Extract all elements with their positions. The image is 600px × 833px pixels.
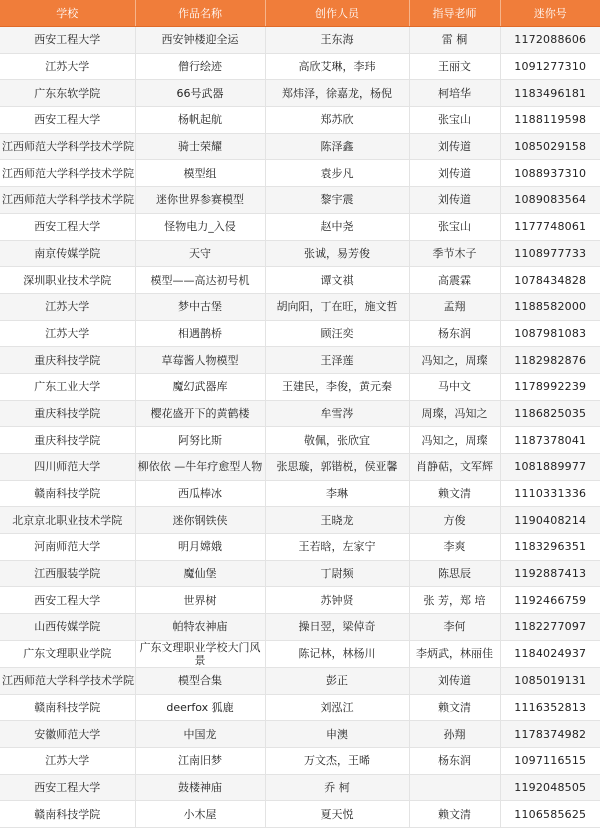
table-row — [0, 400, 600, 427]
creators-cell: 张诚，易芳俊 — [265, 240, 409, 267]
mini-id-cell: 1184024937 — [500, 640, 600, 667]
advisor-cell: 杨东润 — [409, 747, 500, 774]
table-row — [0, 614, 600, 641]
table-row — [0, 587, 600, 614]
mini-id-cell: 1178374982 — [500, 721, 600, 748]
advisor-cell: 孙翔 — [409, 721, 500, 748]
work-title-cell: 杨帆起航 — [135, 107, 265, 134]
table-row — [0, 747, 600, 774]
school-cell: 江苏大学 — [0, 747, 135, 774]
mini-id-cell: 1190408214 — [500, 507, 600, 534]
creators-cell: 乔 柯 — [265, 774, 409, 801]
table-header — [0, 0, 600, 27]
table-row — [0, 213, 600, 240]
creators-cell: 敬佩，张欣宜 — [265, 427, 409, 454]
work-title-cell: 鼓楼神庙 — [135, 774, 265, 801]
school-cell: 江西师范大学科学技术学院 — [0, 667, 135, 694]
mini-id-cell: 1187378041 — [500, 427, 600, 454]
advisor-cell: 柯培华 — [409, 80, 500, 107]
school-cell: 深圳职业技术学院 — [0, 267, 135, 294]
creators-cell: 陈泽鑫 — [265, 133, 409, 160]
work-title-cell: 模型组 — [135, 160, 265, 187]
mini-id-cell: 1087981083 — [500, 320, 600, 347]
school-cell: 西安工程大学 — [0, 774, 135, 801]
mini-id-cell: 1183296351 — [500, 534, 600, 561]
mini-id-cell: 1182982876 — [500, 347, 600, 374]
school-cell: 重庆科技学院 — [0, 347, 135, 374]
advisor-cell: 周璨，冯知之 — [409, 400, 500, 427]
advisor-cell: 赖文清 — [409, 694, 500, 721]
work-title-cell: 樱花盛开下的黄鹤楼 — [135, 400, 265, 427]
work-title-cell: 魔仙堡 — [135, 560, 265, 587]
creators-cell: 操日翌，梁倬奇 — [265, 614, 409, 641]
table-row — [0, 267, 600, 294]
work-title-cell: 帕特农神庙 — [135, 614, 265, 641]
advisor-cell: 李爽 — [409, 534, 500, 561]
table-row — [0, 373, 600, 400]
advisor-cell: 王丽文 — [409, 53, 500, 80]
table-row — [0, 640, 600, 667]
advisor-cell: 赖文清 — [409, 480, 500, 507]
school-cell: 赣南科技学院 — [0, 801, 135, 828]
mini-id-cell: 1085019131 — [500, 667, 600, 694]
mini-id-cell: 1110331336 — [500, 480, 600, 507]
advisor-cell: 马中文 — [409, 373, 500, 400]
creators-cell: 袁步凡 — [265, 160, 409, 187]
table-row — [0, 107, 600, 134]
table-body — [0, 27, 600, 828]
work-title-cell: 骑士荣耀 — [135, 133, 265, 160]
work-title-cell: 迷你世界参赛模型 — [135, 187, 265, 214]
advisor-cell: 张宝山 — [409, 213, 500, 240]
table-row — [0, 560, 600, 587]
table-row — [0, 534, 600, 561]
mini-id-cell: 1192887413 — [500, 560, 600, 587]
school-cell: 江西师范大学科学技术学院 — [0, 160, 135, 187]
mini-id-cell: 1088937310 — [500, 160, 600, 187]
advisor-cell: 刘传道 — [409, 187, 500, 214]
header-mini-id: 迷你号 — [500, 0, 600, 27]
advisor-cell: 季节木子 — [409, 240, 500, 267]
work-title-cell: 中国龙 — [135, 721, 265, 748]
school-cell: 西安工程大学 — [0, 213, 135, 240]
work-title-cell: 世界树 — [135, 587, 265, 614]
school-cell: 重庆科技学院 — [0, 427, 135, 454]
mini-id-cell: 1078434828 — [500, 267, 600, 294]
advisor-cell: 刘传道 — [409, 160, 500, 187]
creators-cell: 郑炜泽，徐嘉龙，杨倪 — [265, 80, 409, 107]
school-cell: 江苏大学 — [0, 53, 135, 80]
table-row — [0, 667, 600, 694]
creators-cell: 郑苏欣 — [265, 107, 409, 134]
advisor-cell: 赖文清 — [409, 801, 500, 828]
work-title-cell: 西瓜棒冰 — [135, 480, 265, 507]
mini-id-cell: 1188119598 — [500, 107, 600, 134]
work-title-cell: 天守 — [135, 240, 265, 267]
creators-cell: 谭文祺 — [265, 267, 409, 294]
creators-cell: 刘泓江 — [265, 694, 409, 721]
work-title-cell: 怪物电力_入侵 — [135, 213, 265, 240]
table-row — [0, 80, 600, 107]
advisor-cell: 陈思辰 — [409, 560, 500, 587]
header-school: 学校 — [0, 0, 135, 27]
mini-id-cell: 1097116515 — [500, 747, 600, 774]
header-row — [0, 0, 600, 27]
table-row — [0, 160, 600, 187]
table-row — [0, 293, 600, 320]
work-title-cell: 广东文理职业学校大门风景 — [135, 640, 265, 667]
school-cell: 四川师范大学 — [0, 454, 135, 481]
header-work-title: 作品名称 — [135, 0, 265, 27]
mini-id-cell: 1172088606 — [500, 27, 600, 54]
school-cell: 南京传媒学院 — [0, 240, 135, 267]
table-row — [0, 27, 600, 54]
creators-cell: 张思璇，郭锴棁，侯亚馨 — [265, 454, 409, 481]
school-cell: 广东文理职业学院 — [0, 640, 135, 667]
school-cell: 广东工业大学 — [0, 373, 135, 400]
advisor-cell: 李炳武，林丽佳 — [409, 640, 500, 667]
school-cell: 山西传媒学院 — [0, 614, 135, 641]
mini-id-cell: 1183496181 — [500, 80, 600, 107]
table-row — [0, 187, 600, 214]
school-cell: 赣南科技学院 — [0, 694, 135, 721]
table-row — [0, 694, 600, 721]
table-row — [0, 53, 600, 80]
creators-cell: 王泽莲 — [265, 347, 409, 374]
mini-id-cell: 1188582000 — [500, 293, 600, 320]
school-cell: 江苏大学 — [0, 320, 135, 347]
work-title-cell: 僧行绘迹 — [135, 53, 265, 80]
table-row — [0, 721, 600, 748]
advisor-cell: 李何 — [409, 614, 500, 641]
mini-id-cell: 1192048505 — [500, 774, 600, 801]
work-title-cell: 模型——高达初号机 — [135, 267, 265, 294]
school-cell: 广东东软学院 — [0, 80, 135, 107]
advisor-cell: 肖静萜，文军辉 — [409, 454, 500, 481]
mini-id-cell: 1182277097 — [500, 614, 600, 641]
mini-id-cell: 1192466759 — [500, 587, 600, 614]
creators-cell: 王东海 — [265, 27, 409, 54]
work-title-cell: 草莓酱人物模型 — [135, 347, 265, 374]
advisor-cell: 雷 桐 — [409, 27, 500, 54]
creators-cell: 赵中尧 — [265, 213, 409, 240]
creators-cell: 申澳 — [265, 721, 409, 748]
work-title-cell: 相遇鹊桥 — [135, 320, 265, 347]
work-title-cell: 迷你钢铁侠 — [135, 507, 265, 534]
school-cell: 江苏大学 — [0, 293, 135, 320]
work-title-cell: 66号武器 — [135, 80, 265, 107]
work-title-cell: 魔幻武器库 — [135, 373, 265, 400]
school-cell: 河南师范大学 — [0, 534, 135, 561]
creators-cell: 彭正 — [265, 667, 409, 694]
advisor-cell — [409, 774, 500, 801]
creators-cell: 高欣艾琳，李玮 — [265, 53, 409, 80]
school-cell: 江西服装学院 — [0, 560, 135, 587]
creators-cell: 陈记林，林杨川 — [265, 640, 409, 667]
school-cell: 江西师范大学科学技术学院 — [0, 133, 135, 160]
creators-cell: 胡向阳，丁在旺，施文哲 — [265, 293, 409, 320]
school-cell: 重庆科技学院 — [0, 400, 135, 427]
creators-cell: 夏天悦 — [265, 801, 409, 828]
advisor-cell: 孟翔 — [409, 293, 500, 320]
advisor-cell: 冯知之，周璨 — [409, 347, 500, 374]
table-row — [0, 133, 600, 160]
work-title-cell: 阿努比斯 — [135, 427, 265, 454]
school-cell: 西安工程大学 — [0, 587, 135, 614]
school-cell: 赣南科技学院 — [0, 480, 135, 507]
mini-id-cell: 1089083564 — [500, 187, 600, 214]
table-row — [0, 774, 600, 801]
creators-cell: 王若晗，左家宁 — [265, 534, 409, 561]
creators-cell: 李琳 — [265, 480, 409, 507]
work-title-cell: 明月嫦娥 — [135, 534, 265, 561]
advisor-cell: 杨东润 — [409, 320, 500, 347]
work-title-cell: deerfox 狐鹿 — [135, 694, 265, 721]
work-title-cell: 西安钟楼迎全运 — [135, 27, 265, 54]
mini-id-cell: 1177748061 — [500, 213, 600, 240]
advisor-cell: 刘传道 — [409, 667, 500, 694]
school-cell: 安徽师范大学 — [0, 721, 135, 748]
table-row — [0, 454, 600, 481]
advisor-cell: 冯知之，周璨 — [409, 427, 500, 454]
advisor-cell: 高震霖 — [409, 267, 500, 294]
header-advisor: 指导老师 — [409, 0, 500, 27]
creators-cell: 黎宇震 — [265, 187, 409, 214]
advisor-cell: 张 芳，郑 培 — [409, 587, 500, 614]
creators-cell: 丁尉频 — [265, 560, 409, 587]
work-title-cell: 小木屋 — [135, 801, 265, 828]
creators-cell: 王建民，李俊，黄元秦 — [265, 373, 409, 400]
creators-cell: 苏钟贤 — [265, 587, 409, 614]
table-row — [0, 320, 600, 347]
advisor-cell: 张宝山 — [409, 107, 500, 134]
creators-cell: 牟雪涔 — [265, 400, 409, 427]
header-creators: 创作人员 — [265, 0, 409, 27]
mini-id-cell: 1106585625 — [500, 801, 600, 828]
table-row — [0, 240, 600, 267]
school-cell: 西安工程大学 — [0, 107, 135, 134]
work-title-cell: 梦中古堡 — [135, 293, 265, 320]
mini-id-cell: 1116352813 — [500, 694, 600, 721]
school-cell: 江西师范大学科学技术学院 — [0, 187, 135, 214]
table-row — [0, 801, 600, 828]
creators-cell: 顾汪奕 — [265, 320, 409, 347]
creators-cell: 万文杰，王晞 — [265, 747, 409, 774]
table-row — [0, 427, 600, 454]
work-title-cell: 江南旧梦 — [135, 747, 265, 774]
mini-id-cell: 1186825035 — [500, 400, 600, 427]
creators-cell: 王晓龙 — [265, 507, 409, 534]
mini-id-cell: 1108977733 — [500, 240, 600, 267]
mini-id-cell: 1091277310 — [500, 53, 600, 80]
table-row — [0, 347, 600, 374]
table-row — [0, 507, 600, 534]
school-cell: 北京京北职业技术学院 — [0, 507, 135, 534]
mini-id-cell: 1085029158 — [500, 133, 600, 160]
work-title-cell: 柳依依 —牛年疗愈型人物 — [135, 454, 265, 481]
advisor-cell: 刘传道 — [409, 133, 500, 160]
school-cell: 西安工程大学 — [0, 27, 135, 54]
table-row — [0, 480, 600, 507]
work-title-cell: 模型合集 — [135, 667, 265, 694]
advisor-cell: 方俊 — [409, 507, 500, 534]
mini-id-cell: 1178992239 — [500, 373, 600, 400]
mini-id-cell: 1081889977 — [500, 454, 600, 481]
